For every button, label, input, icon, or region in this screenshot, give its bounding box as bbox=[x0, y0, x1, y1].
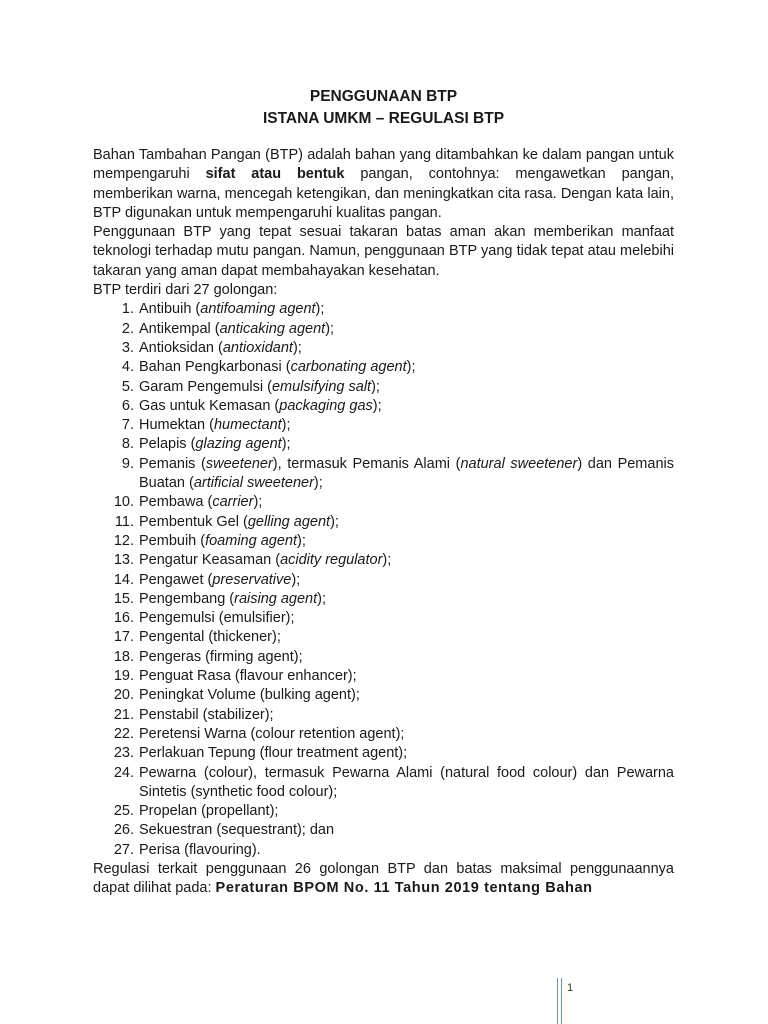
list-item-number: 18. bbox=[113, 648, 134, 665]
list-item-italic: anticaking agent bbox=[219, 320, 326, 337]
list-item bbox=[93, 725, 674, 744]
list-item-segment: Sekuestran (sequestrant); dan bbox=[139, 822, 335, 839]
list-item-text bbox=[139, 706, 674, 725]
list-item-segment: Perlakuan Tepung (flour treatment agent); bbox=[139, 745, 408, 762]
list-item-italic: emulsifying salt bbox=[271, 378, 372, 395]
list-item-number: 2. bbox=[121, 320, 134, 337]
list-item-number: 3. bbox=[121, 339, 134, 356]
list-item-italic: natural sweetener bbox=[460, 455, 578, 472]
list-item bbox=[93, 744, 674, 763]
list-item-segment: Bahan Pengkarbonasi ( bbox=[139, 359, 291, 376]
list-item-italic: carbonating agent bbox=[290, 359, 407, 376]
list-item-italic: artificial sweetener bbox=[193, 475, 314, 492]
list-item-segment: ); bbox=[292, 339, 302, 356]
document-page bbox=[93, 86, 674, 899]
list-item bbox=[93, 686, 674, 705]
list-item-text bbox=[139, 455, 674, 494]
list-item-segment: Pembawa ( bbox=[139, 494, 213, 511]
list-item bbox=[93, 397, 674, 416]
list-item bbox=[93, 435, 674, 454]
list-item-segment: Penstabil (stabilizer); bbox=[139, 706, 274, 723]
list-item-segment: Pembentuk Gel ( bbox=[139, 513, 248, 530]
document-title: PENGGUNAAN BTP bbox=[309, 88, 458, 105]
list-item-number: 26. bbox=[113, 822, 134, 839]
list-item bbox=[93, 300, 674, 319]
list-item bbox=[93, 648, 674, 667]
list-item-segment: ); bbox=[253, 494, 263, 511]
list-item-number: 9. bbox=[121, 455, 134, 472]
list-item-italic: preservative bbox=[212, 571, 292, 588]
list-item bbox=[93, 841, 674, 860]
list-item-number: 6. bbox=[121, 397, 134, 414]
list-item bbox=[93, 609, 674, 628]
list-item-segment: Gas untuk Kemasan ( bbox=[139, 397, 280, 414]
list-item-segment: Pengembang ( bbox=[139, 590, 235, 607]
list-item-italic: gelling agent bbox=[247, 513, 331, 530]
list-item-segment: ); bbox=[291, 571, 301, 588]
list-item-number: 5. bbox=[121, 378, 134, 395]
list-item-number: 4. bbox=[121, 359, 134, 376]
list-item-segment: Pengental (thickener); bbox=[139, 629, 281, 646]
list-item-italic: antifoaming agent bbox=[200, 301, 316, 318]
list-item-text bbox=[139, 764, 674, 803]
list-item-segment: ); bbox=[313, 475, 323, 492]
list-item-segment: Antibuih ( bbox=[139, 301, 201, 318]
intro-paragraph bbox=[93, 146, 674, 223]
intro-text-1: Bahan Tambahan Pangan (BTP) adalah bahan yang ditambahkan ke dalam pangan untuk mempengaruhi bbox=[93, 147, 674, 183]
list-item-segment: Perisa (flavouring). bbox=[139, 841, 261, 858]
list-item-italic: humectant bbox=[213, 417, 282, 434]
list-item-text bbox=[139, 628, 674, 647]
list-item-segment: Antioksidan ( bbox=[139, 339, 223, 356]
list-item-segment: ); bbox=[281, 417, 291, 434]
list-item-number: 12. bbox=[113, 532, 134, 549]
list-item-italic: packaging gas bbox=[279, 397, 373, 414]
paragraph-2: Penggunaan BTP yang tepat sesuai takaran batas aman akan memberikan manfaat teknologi terhadap mutu pangan. Namun, penggunaan BTP yang tidak tepat atau melebihi takaran yang aman dapat membahayakan kesehatan. bbox=[93, 224, 674, 279]
list-item-text bbox=[139, 590, 674, 609]
list-item-number: 7. bbox=[121, 417, 134, 434]
list-item bbox=[93, 590, 674, 609]
list-item-text bbox=[139, 551, 674, 570]
list-item-number: 27. bbox=[113, 841, 134, 858]
list-item-number: 17. bbox=[113, 629, 134, 646]
list-item-italic: antioxidant bbox=[222, 339, 293, 356]
list-item-segment: Pengatur Keasaman ( bbox=[139, 552, 281, 569]
list-item-text bbox=[139, 493, 674, 512]
list-item-segment: Pemanis ( bbox=[139, 455, 206, 472]
list-item bbox=[93, 628, 674, 647]
list-item-text bbox=[139, 320, 674, 339]
list-item-text bbox=[139, 435, 674, 454]
list-item-text bbox=[139, 725, 674, 744]
list-item-segment: ); bbox=[372, 397, 382, 414]
list-item bbox=[93, 378, 674, 397]
list-item bbox=[93, 532, 674, 551]
intro-bold: sifat atau bentuk bbox=[205, 166, 345, 183]
list-item-text bbox=[139, 358, 674, 377]
list-item bbox=[93, 513, 674, 532]
list-item-segment: ); bbox=[382, 552, 392, 569]
list-item-segment: Pengawet ( bbox=[139, 571, 213, 588]
list-item-segment: Pelapis ( bbox=[139, 436, 196, 453]
list-item-segment: ); bbox=[330, 513, 339, 530]
list-item-number: 22. bbox=[113, 725, 134, 742]
list-item bbox=[93, 493, 674, 512]
list-item-segment: Propelan (propellant); bbox=[139, 803, 279, 820]
list-item-segment: Peningkat Volume (bulking agent); bbox=[139, 687, 360, 704]
list-item-text bbox=[139, 667, 674, 686]
list-item-segment: Humektan ( bbox=[139, 417, 214, 434]
list-item bbox=[93, 571, 674, 590]
list-item-text bbox=[139, 300, 674, 319]
list-item-segment: ); bbox=[297, 532, 306, 549]
list-item-segment: Pengemulsi (emulsifier); bbox=[139, 610, 295, 627]
list-item-segment: ); bbox=[281, 436, 291, 453]
list-item-italic: sweetener bbox=[205, 455, 273, 472]
list-item-text bbox=[139, 841, 674, 860]
list-item bbox=[93, 358, 674, 377]
list-item bbox=[93, 551, 674, 570]
list-item-number: 13. bbox=[113, 552, 134, 569]
list-item-segment: Antikempal ( bbox=[139, 320, 220, 337]
list-item-segment: Peretensi Warna (colour retention agent); bbox=[139, 725, 405, 742]
list-item-italic: carrier bbox=[212, 494, 254, 511]
list-item-text bbox=[139, 744, 674, 763]
list-item bbox=[93, 802, 674, 821]
list-item-text bbox=[139, 513, 674, 532]
list-item-segment: Pewarna (colour), termasuk Pewarna Alami (natural food colour) dan Pewarna Sintetis (synthetic food colour); bbox=[139, 764, 674, 800]
list-item-number: 1. bbox=[121, 301, 134, 318]
list-item bbox=[93, 764, 674, 803]
list-item-number: 10. bbox=[113, 494, 134, 511]
list-item-text bbox=[139, 686, 674, 705]
btp-category-list bbox=[93, 300, 674, 860]
intro-text-2: pangan, contohnya: mengawetkan pangan, memberikan warna, mencegah ketengikan, dan meningkatkan cita rasa. Dengan kata lain, BTP digunakan untuk mempengaruhi kualitas pangan. bbox=[93, 166, 674, 221]
list-item-number: 20. bbox=[113, 687, 134, 704]
list-item-number: 15. bbox=[113, 590, 134, 607]
list-item-segment: ); bbox=[406, 359, 416, 376]
list-item-segment: ); bbox=[317, 590, 327, 607]
list-item-italic: acidity regulator bbox=[280, 552, 383, 569]
list-item-segment: Garam Pengemulsi ( bbox=[139, 378, 272, 395]
list-item-number: 25. bbox=[113, 803, 134, 820]
list-item-number: 11. bbox=[114, 513, 134, 530]
paragraph-3: BTP terdiri dari 27 golongan: bbox=[93, 282, 278, 299]
list-item-text bbox=[139, 339, 674, 358]
list-item bbox=[93, 416, 674, 435]
list-item-italic: glazing agent bbox=[195, 436, 282, 453]
list-item bbox=[93, 821, 674, 840]
list-item-text bbox=[139, 416, 674, 435]
list-item bbox=[93, 320, 674, 339]
list-item-text bbox=[139, 648, 674, 667]
regulation-text: Regulasi terkait penggunaan 26 golongan BTP dan batas maksimal penggunaannya dapat dilihat pada: bbox=[93, 860, 674, 897]
list-item-segment: Pengeras (firming agent); bbox=[139, 648, 303, 665]
page-number: 1 bbox=[567, 982, 574, 994]
list-item-segment: ); bbox=[325, 320, 335, 337]
document-subtitle: ISTANA UMKM – REGULASI BTP bbox=[262, 110, 505, 127]
list-item-segment: ); bbox=[315, 301, 325, 318]
list-item-text bbox=[139, 821, 674, 840]
list-item-segment: ), termasuk Pemanis Alami ( bbox=[272, 455, 461, 472]
list-item-text bbox=[139, 609, 674, 628]
list-item-italic: raising agent bbox=[234, 590, 318, 607]
list-item-text bbox=[139, 532, 674, 551]
list-item bbox=[93, 706, 674, 725]
regulation-title: Peraturan BPOM No. 11 Tahun 2019 tentang Bahan bbox=[215, 880, 593, 897]
regulation-paragraph bbox=[93, 860, 674, 899]
list-item-number: 14. bbox=[113, 571, 134, 588]
list-item-italic: foaming agent bbox=[205, 532, 297, 549]
footer-divider bbox=[557, 978, 562, 1024]
list-item-text bbox=[139, 378, 674, 397]
list-item-segment: Penguat Rasa (flavour enhancer); bbox=[139, 668, 357, 685]
list-item-number: 21. bbox=[113, 706, 134, 723]
list-item-text bbox=[139, 802, 674, 821]
list-item bbox=[93, 339, 674, 358]
list-item-segment: Pembuih ( bbox=[139, 532, 206, 549]
list-item-number: 16. bbox=[113, 610, 134, 627]
list-item bbox=[93, 667, 674, 686]
list-item-text bbox=[139, 571, 674, 590]
list-item-segment: ); bbox=[371, 378, 380, 395]
list-item-number: 19. bbox=[113, 668, 134, 685]
list-item-number: 24. bbox=[113, 764, 134, 781]
list-item-segment: ) dan Pemanis Buatan ( bbox=[139, 455, 674, 492]
list-item-number: 8. bbox=[121, 436, 134, 453]
list-item-number: 23. bbox=[113, 745, 134, 762]
list-item-text bbox=[139, 397, 674, 416]
list-item bbox=[93, 455, 674, 494]
